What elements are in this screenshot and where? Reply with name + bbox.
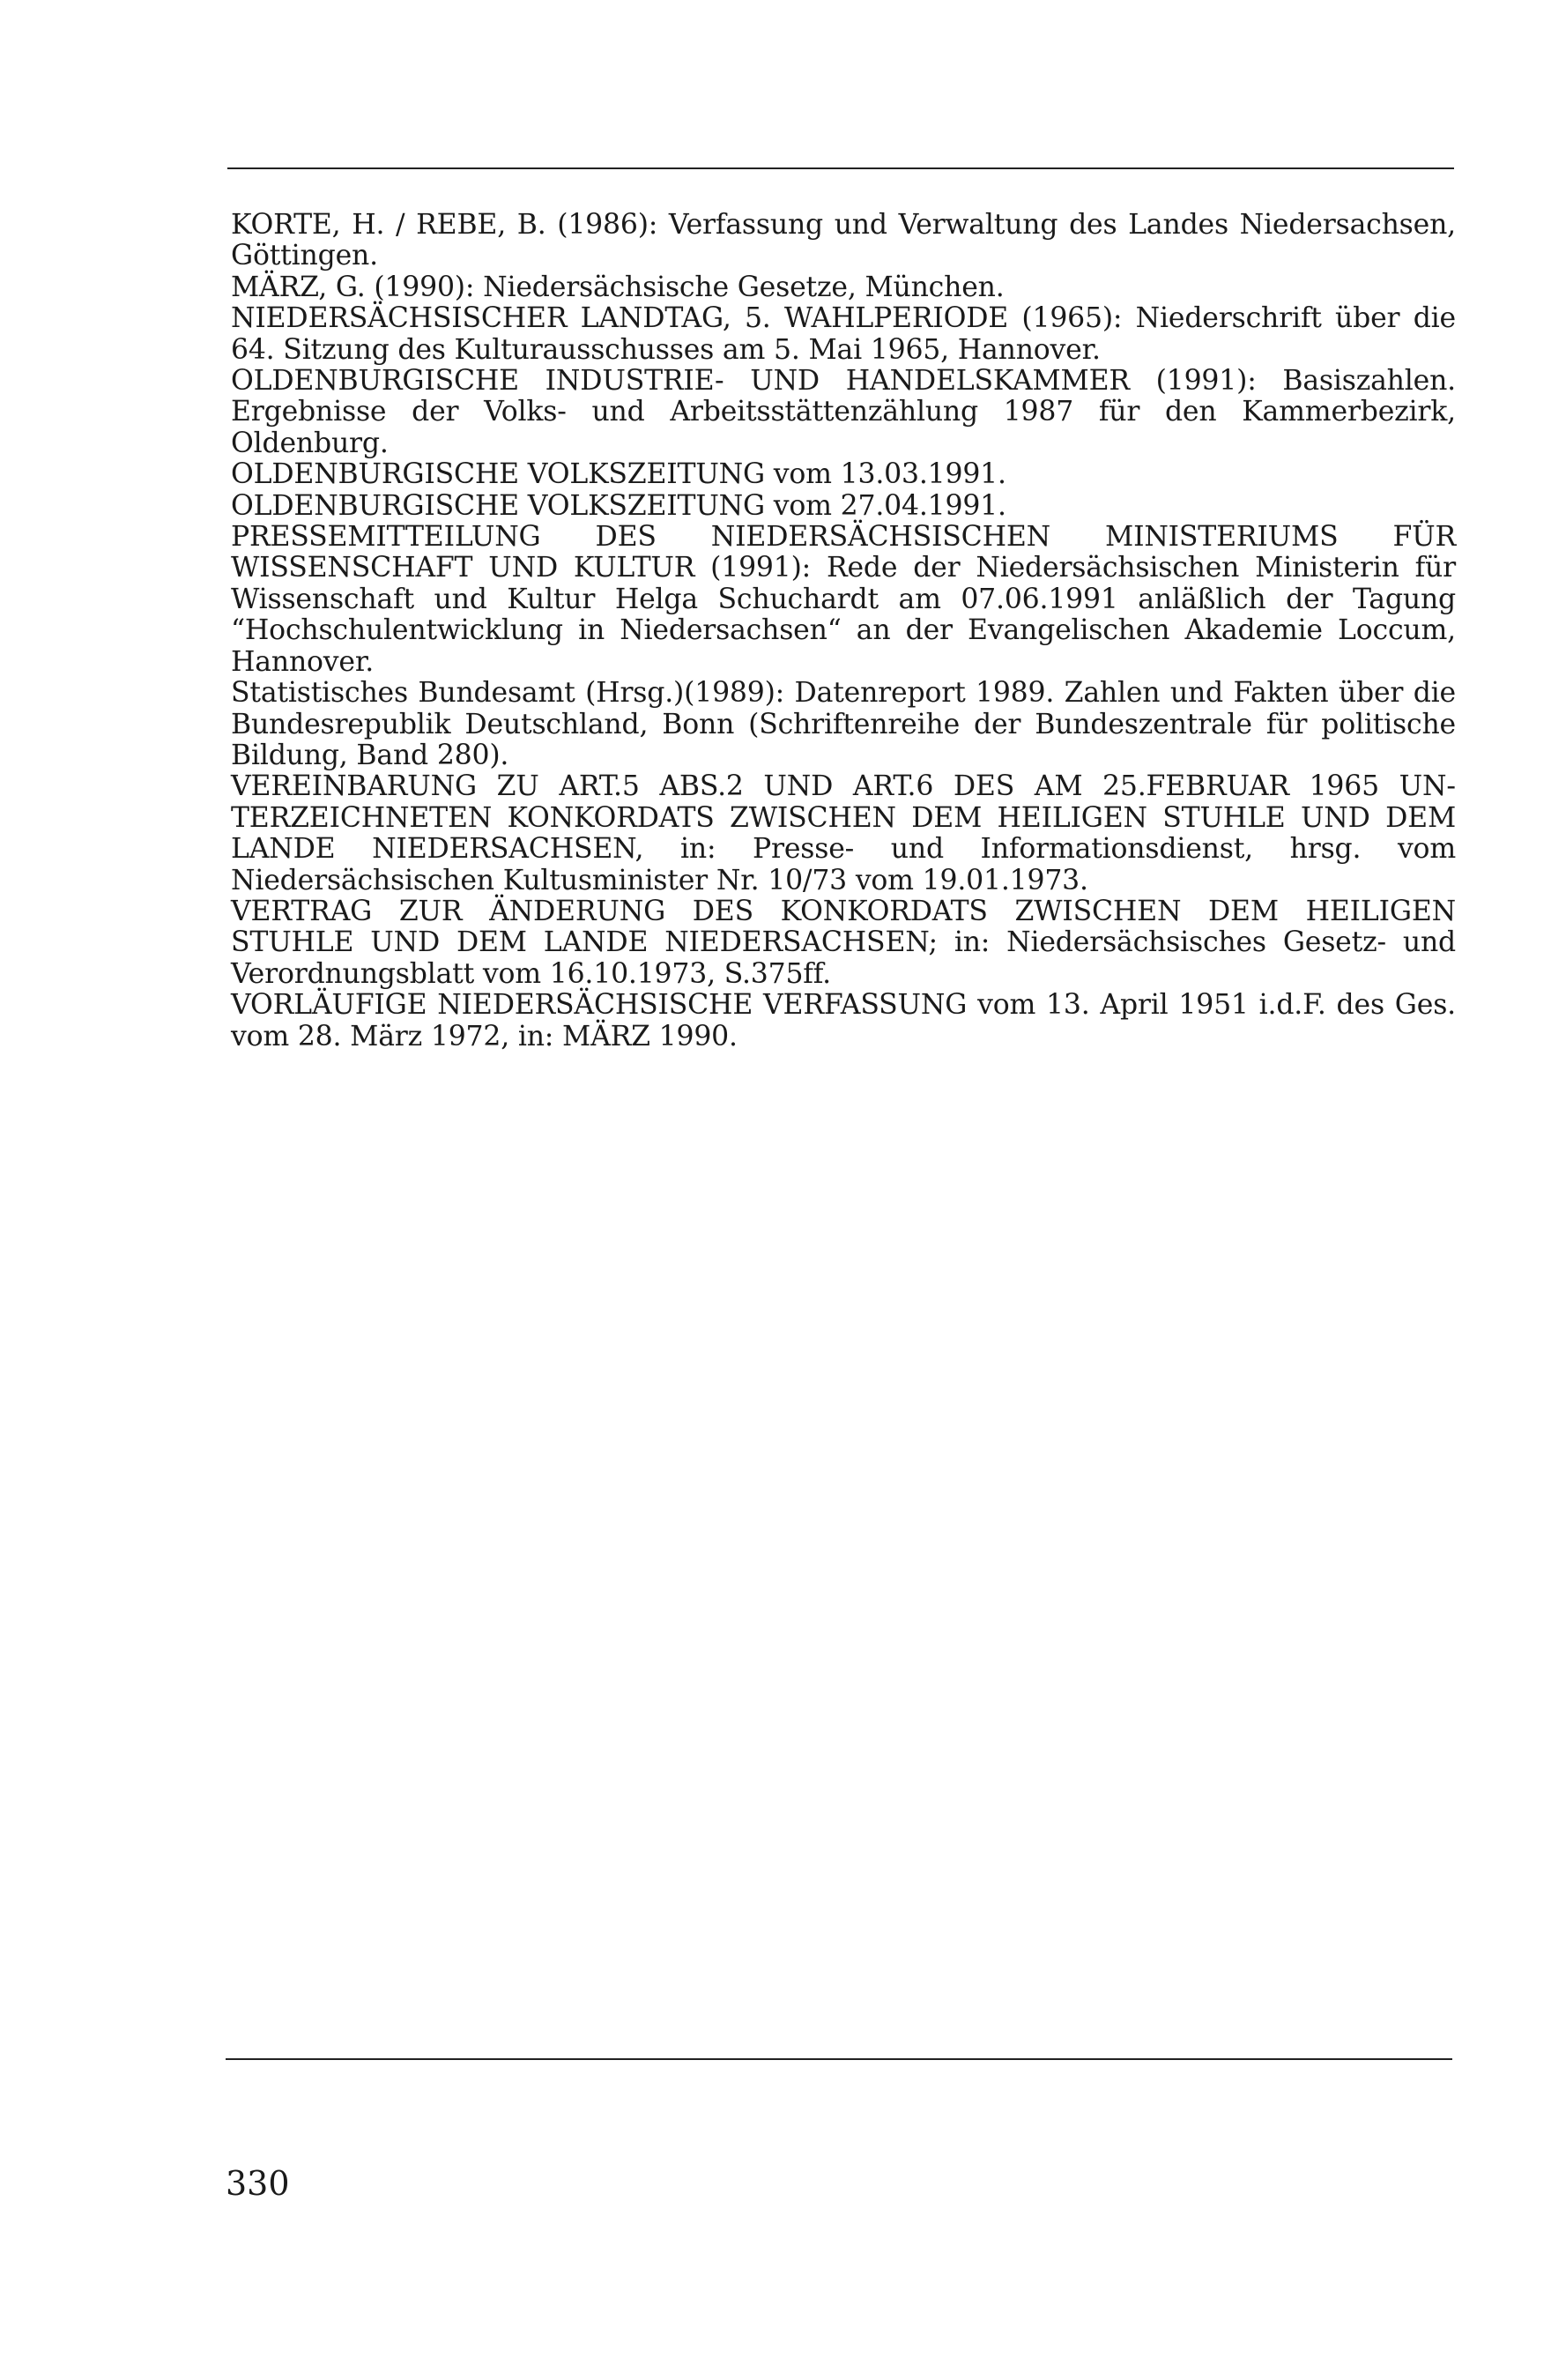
reference-entry: OLDENBURGISCHE VOLKSZEITUNG vom 13.03.1991. <box>231 458 1006 491</box>
footer-rule <box>226 2058 1452 2060</box>
reference-list <box>231 210 1456 1052</box>
reference-entry: OLDENBURGISCHE VOLKSZEITUNG vom 27.04.1991. <box>231 489 1006 522</box>
reference-entry: OLDENBURGISCHE INDUSTRIE- UND HANDELSKAMMER (1991): Basiszahlen. Ergebnisse der Volks- und Arbeitsstättenzählung 1987 für den Kammerbezirk, Oldenburg. <box>231 365 1456 459</box>
reference-entry: MÄRZ, G. (1990): Niedersächsische Gesetze, München. <box>231 271 1005 303</box>
reference-entry: NIEDERSÄCHSISCHER LANDTAG, 5. WAHLPERIODE (1965): Niederschrift über die 64. Sitzung des Kulturausschusses am 5. Mai 1965, Hannover. <box>231 302 1456 366</box>
reference-entry: Statistisches Bundesamt (Hrsg.)(1989): Datenreport 1989. Zahlen und Fakten über die Bundesrepublik Deutschland, Bonn (Schriftenreihe der Bundeszentrale für politische Bildung, Band 280). <box>231 677 1456 771</box>
reference-entry: VERTRAG ZUR ÄNDERUNG DES KONKORDATS ZWISCHEN DEM HEILIGEN STUHLE UND DEM LANDE NIEDERSACHSEN; in: Niedersächsisches Gesetz- und Verordnungsblatt vom 16.10.1973, S.375ff. <box>231 895 1456 990</box>
reference-entry: VORLÄUFIGE NIEDERSÄCHSISCHE VERFASSUNG vom 13. April 1951 i.d.F. des Ges. vom 28. März 1972, in: MÄRZ 1990. <box>231 989 1456 1052</box>
header-rule <box>227 167 1454 169</box>
page-number: 330 <box>226 2164 290 2203</box>
reference-entry: PRESSEMITTEILUNG DES NIEDERSÄCHSISCHEN MINISTERIUMS FÜR WISSENSCHAFT UND KULTUR (1991): Rede der Niedersächsischen Ministerin für Wissenschaft und Kultur Helga Schuchardt am 07.06.1991 anläßlich der Tagung “Hochschulentwicklung in Niedersachsen“ an der Evangelischen Akademie Loccum, Hannover. <box>231 521 1456 678</box>
reference-entry: KORTE, H. / REBE, B. (1986): Verfassung und Verwaltung des Landes Niedersachsen, Göttingen. <box>231 209 1456 272</box>
reference-entry: VEREINBARUNG ZU ART.5 ABS.2 UND ART.6 DES AM 25.FEBRUAR 1965 UNTERZEICHNETEN KONKORDATS ZWISCHEN DEM HEILIGEN STUHLE UND DEM LANDE NIEDERSACHSEN, in: Presse- und Informationsdienst, hrsg. vom Niedersächsischen Kultusminister Nr. 10/73 vom 19.01.1973. <box>231 770 1456 896</box>
